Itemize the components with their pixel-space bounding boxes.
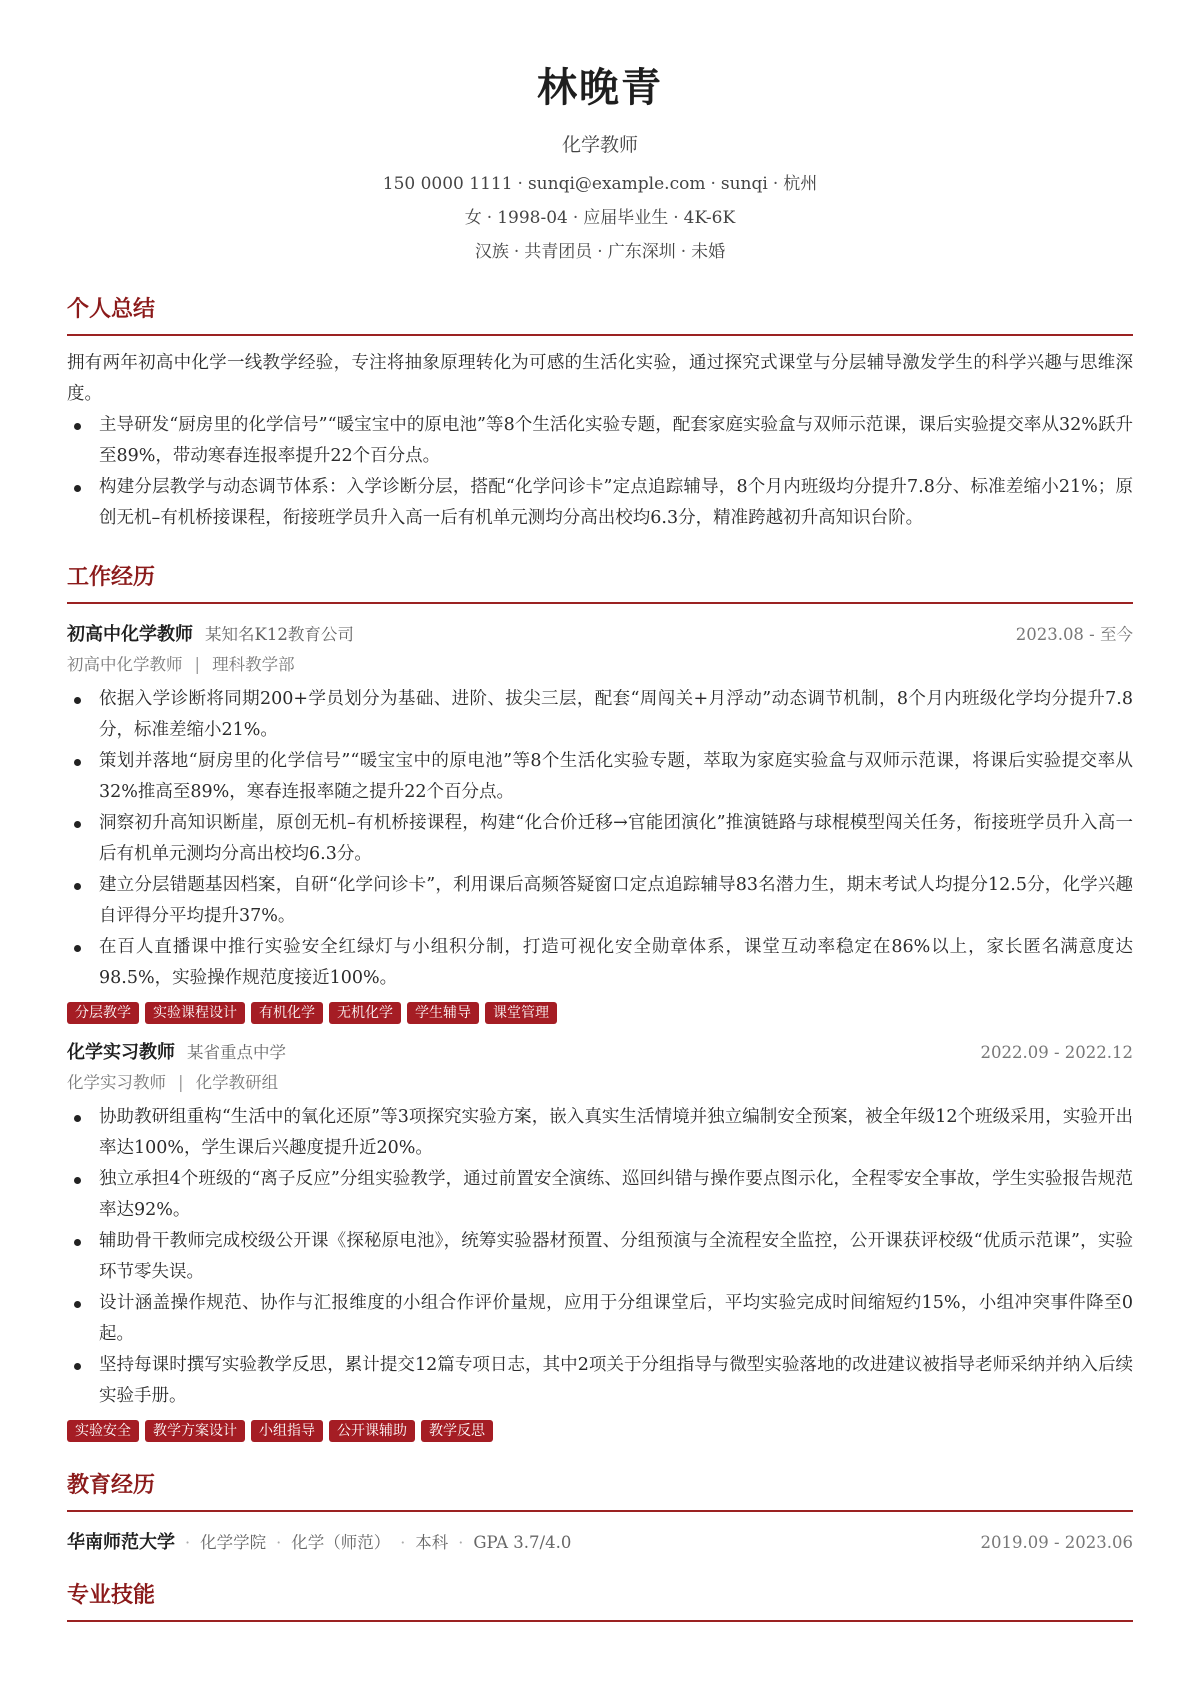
skill-tag: 实验课程设计 [145, 1002, 245, 1024]
job-date: 2022.09 - 2022.12 [980, 1043, 1133, 1062]
expected-salary: 4K-6K [683, 208, 736, 228]
target-job-title: 化学教师 [561, 134, 638, 156]
separator: · [680, 242, 687, 262]
hometown: 广东深圳 [607, 242, 676, 262]
job-department: 化学教研组 [195, 1073, 279, 1092]
contact-line [67, 172, 1133, 196]
education-date: 2019.09 - 2023.06 [980, 1533, 1133, 1552]
list-item: 建立分层错题基因档案，自研“化学问诊卡”，利用课后高频答疑窗口定点追踪辅导83名潜力生，期末考试人均提分12.5分，化学兴趣自评得分平均提升37%。 [67, 870, 1133, 932]
political-status: 共青团员 [524, 242, 593, 262]
phone: 150 0000 1111 [382, 174, 513, 194]
separator: · [572, 208, 579, 228]
list-item: 构建分层教学与动态调节体系：入学诊断分层，搭配“化学问诊卡”定点追踪辅导，8个月内班级均分提升7.8分、标准差缩小21%；原创无机–有机桥接课程，衔接班学员升入高一后有机单元测均分高出校均6.3分，精准跨越初升高知识台阶。 [67, 472, 1133, 534]
summary-intro: 拥有两年初高中化学一线教学经验，专注将抽象原理转化为可感的生活化实验，通过探究式课堂与分层辅导激发学生的科学兴趣与思维深度。 [67, 353, 1133, 404]
ethnicity: 汉族 [474, 242, 509, 262]
list-item: 策划并落地“厨房里的化学信号”“暖宝宝中的原电池”等8个生活化实验专题，萃取为家庭实验盒与双师示范课，将课后实验提交率从32%推高至89%，寒春连报率随之提升22个百分点。 [67, 746, 1133, 808]
wechat-id: sunqi [720, 174, 768, 194]
job-department: 理科教学部 [212, 655, 295, 674]
separator: · [513, 242, 520, 262]
separator: · [486, 208, 493, 228]
candidate-name: 林晚青 [537, 64, 663, 111]
skill-tag: 学生辅导 [407, 1002, 479, 1024]
job-company: 某省重点中学 [187, 1043, 286, 1062]
work-section [67, 562, 1133, 1442]
skill-tags [67, 1002, 1133, 1024]
separator: · [673, 208, 679, 228]
list-item: 在百人直播课中推行实验安全红绿灯与小组积分制，打造可视化安全勋章体系，课堂互动率稳定在86%以上，家长匿名满意度达98.5%，实验操作规范度接近100%。 [67, 932, 1133, 994]
job-entry [67, 620, 1133, 1024]
separator: · [276, 1533, 282, 1552]
separator: · [710, 174, 716, 194]
skills-section [67, 1580, 1133, 1622]
job-bullets [67, 684, 1133, 994]
job-sub-role: 初高中化学教师 [67, 655, 183, 674]
job-company: 某知名K12教育公司 [205, 625, 354, 644]
job-bullets [67, 1102, 1133, 1412]
list-item: 协助教研组重构“生活中的氧化还原”等3项探究实验方案，嵌入真实生活情境并独立编制安全预案，被全年级12个班级采用，实验开出率达100%，学生课后兴趣度提升近20%。 [67, 1102, 1133, 1164]
separator: · [517, 174, 523, 194]
skill-tag: 分层教学 [67, 1002, 139, 1024]
email: sunqi@example.com [527, 174, 706, 194]
divider: | [178, 1073, 184, 1092]
skill-tag: 教学反思 [421, 1420, 493, 1442]
skill-tag: 有机化学 [251, 1002, 323, 1024]
section-title-skills: 专业技能 [67, 1580, 1133, 1622]
job-role: 化学实习教师 [67, 1042, 175, 1063]
separator: · [400, 1533, 406, 1552]
skill-tag: 公开课辅助 [329, 1420, 415, 1442]
skill-tags [67, 1420, 1133, 1442]
separator: · [772, 174, 779, 194]
section-title-work: 工作经历 [67, 562, 1133, 604]
job-date: 2023.08 - 至今 [1015, 625, 1133, 644]
separator: · [597, 242, 603, 262]
education-entry [67, 1528, 1133, 1554]
skill-tag: 课堂管理 [485, 1002, 557, 1024]
college-name: 化学学院 [200, 1533, 267, 1552]
gpa: GPA 3.7/4.0 [473, 1533, 572, 1552]
job-sub-role: 化学实习教师 [67, 1073, 166, 1092]
education-section [67, 1470, 1133, 1554]
city: 杭州 [783, 174, 818, 194]
job-title-group [67, 620, 354, 646]
birth-date: 1998-04 [497, 208, 568, 228]
resume-header [67, 0, 1133, 264]
divider: | [194, 655, 201, 674]
list-item: 依据入学诊断将同期200+学员划分为基础、进阶、拔尖三层，配套“周闯关+月浮动”动态调节机制，8个月内班级化学均分提升7.8分，标准差缩小21%。 [67, 684, 1133, 746]
section-title-education: 教育经历 [67, 1470, 1133, 1512]
basic-info-line [67, 206, 1133, 230]
gender: 女 [464, 208, 482, 228]
skill-tag: 教学方案设计 [145, 1420, 245, 1442]
skill-tag: 小组指导 [251, 1420, 323, 1442]
education-details [67, 1528, 571, 1554]
job-subline [67, 652, 1133, 678]
school-name: 华南师范大学 [67, 1532, 175, 1553]
job-entry [67, 1038, 1133, 1442]
list-item: 辅助骨干教师完成校级公开课《探秘原电池》，统筹实验器材预置、分组预演与全流程安全监控，公开课获评校级“优质示范课”，实验环节零失误。 [67, 1226, 1133, 1288]
summary-section [67, 294, 1133, 534]
list-item: 主导研发“厨房里的化学信号”“暖宝宝中的原电池”等8个生活化实验专题，配套家庭实验盒与双师示范课，课后实验提交率从32%跃升至89%，带动寒春连报率提升22个百分点。 [67, 410, 1133, 472]
job-role: 初高中化学教师 [67, 624, 193, 645]
job-header [67, 1038, 1133, 1064]
personal-info-line [67, 240, 1133, 264]
list-item: 独立承担4个班级的“离子反应”分组实验教学，通过前置安全演练、巡回纠错与操作要点图示化，全程零安全事故，学生实验报告规范率达92%。 [67, 1164, 1133, 1226]
separator: · [185, 1533, 191, 1552]
marital-status: 未婚 [691, 242, 726, 262]
job-subline [67, 1070, 1133, 1096]
skill-tag: 无机化学 [329, 1002, 401, 1024]
job-header [67, 620, 1133, 646]
degree: 本科 [415, 1533, 449, 1552]
skill-tag: 实验安全 [67, 1420, 139, 1442]
job-title-group [67, 1038, 286, 1064]
list-item: 坚持每课时撰写实验教学反思，累计提交12篇专项日志，其中2项关于分组指导与微型实验落地的改进建议被指导老师采纳并纳入后续实验手册。 [67, 1350, 1133, 1412]
major-name: 化学（师范） [291, 1533, 391, 1552]
section-title-summary: 个人总结 [67, 294, 1133, 336]
separator: · [458, 1533, 464, 1552]
list-item: 洞察初升高知识断崖，原创无机–有机桥接课程，构建“化合价迁移→官能团演化”推演链路与球棍模型闯关任务，衔接班学员升入高一后有机单元测均分高出校均6.3分。 [67, 808, 1133, 870]
list-item: 设计涵盖操作规范、协作与汇报维度的小组合作评价量规，应用于分组课堂后，平均实验完成时间缩短约15%，小组冲突事件降至0起。 [67, 1288, 1133, 1350]
summary-bullets [67, 410, 1133, 534]
work-status: 应届毕业生 [583, 208, 669, 228]
